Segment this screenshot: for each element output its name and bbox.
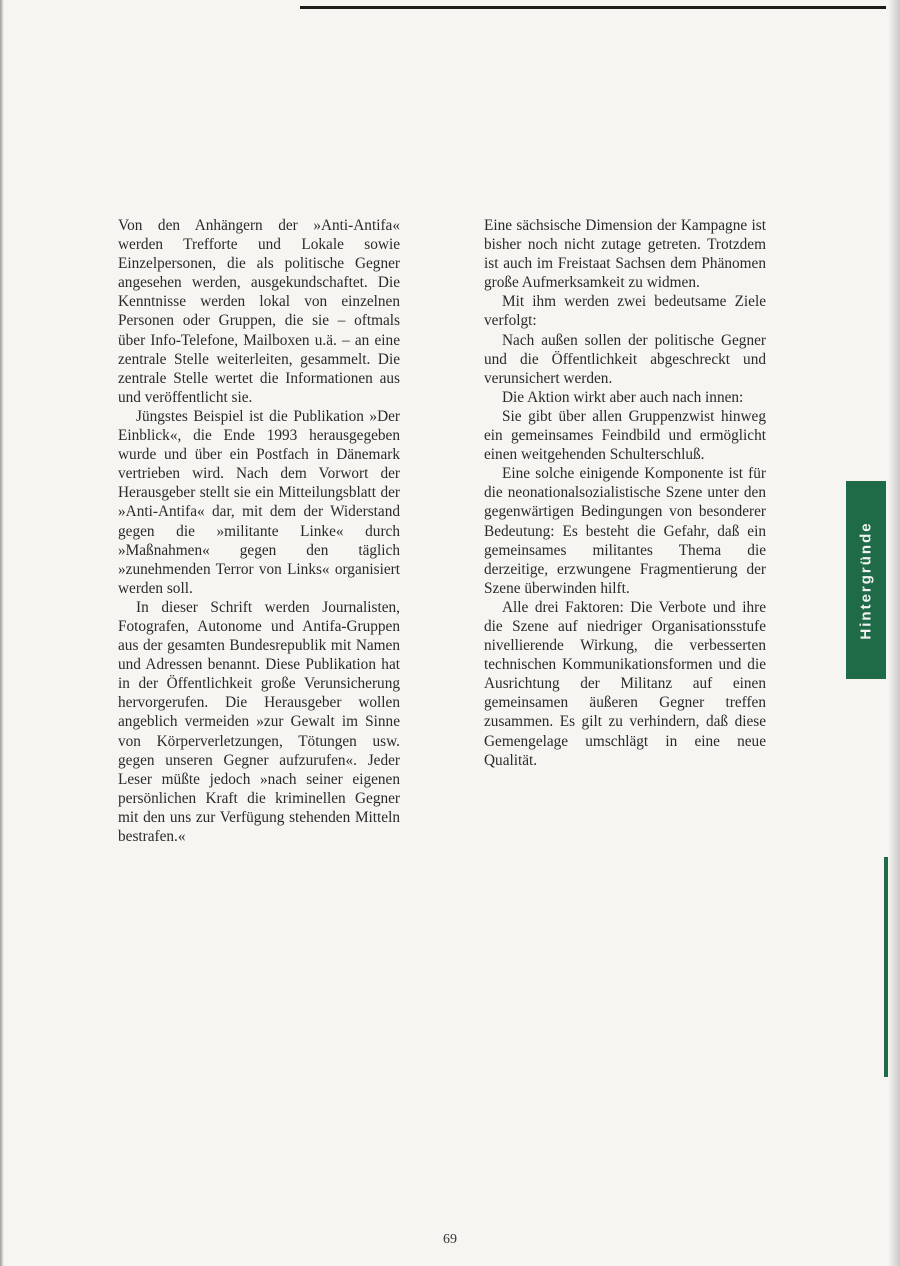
page-right-edge-shadow — [888, 0, 900, 1266]
left-paragraph-3: In dieser Schrift werden Journalisten, Fotografen, Autonome und Antifa-Gruppen aus der gesamten Bundesrepublik mit Namen und Adressen benannt. Diese Publikation hat in der Öffentlichkeit große Verunsicherung hervorgerufen. Die Herausgeber wollen angeblich vermeiden »zur Gewalt im Sinne von Körperverletzungen, Tötungen usw. gegen unseren Gegner aufzurufen«. Jeder Leser müßte jedoch »nach seiner eigenen persönlichen Kraft die kriminellen Gegner mit den uns zur Verfügung stehenden Mitteln bestrafen.« — [118, 598, 400, 845]
left-text-column — [118, 216, 400, 846]
right-paragraph-6: Eine solche einigende Komponente ist für die neonationalsozialistische Szene unter den gegenwärtigen Bedingungen von besonderer Bedeutung: Es besteht die Gefahr, daß ein gemeinsames militantes Thema die derzeitige, erzwungene Fragmentierung der Szene überwinden hilft. — [484, 465, 766, 597]
page-number: 69 — [443, 1232, 457, 1247]
left-paragraph-2: Jüngstes Beispiel ist die Publikation »Der Einblick«, die Ende 1993 herausgegeben wurde und über ein Postfach in Dänemark vertrieben wird. Nach dem Vorwort der Herausgeber stellt sie ein Mitteilungsblatt der »Anti-Antifa« dar, mit dem der Widerstand gegen die »militante Linke« durch »Maßnahmen« gegen den täglich »zunehmenden Terror von Links« organisiert werden soll. — [118, 407, 400, 597]
right-paragraph-1: Eine sächsische Dimension der Kampagne ist bisher noch nicht zutage getreten. Trotzdem ist auch im Freistaat Sachsen dem Phänomen große Aufmerksamkeit zu widmen. — [484, 217, 766, 292]
right-text-column — [484, 216, 766, 770]
right-paragraph-3: Nach außen sollen der politische Gegner und die Öffentlichkeit abgeschreckt und verunsichert werden. — [484, 331, 766, 387]
right-paragraph-5: Sie gibt über allen Gruppenzwist hinweg ein gemeinsames Feindbild und ermöglicht einen weitgehenden Schulterschluß. — [484, 407, 766, 464]
section-marker-bar — [884, 857, 888, 1077]
section-tab — [846, 481, 886, 679]
header-rule — [300, 6, 886, 9]
right-paragraph-2: Mit ihm werden zwei bedeutsame Ziele verfolgt: — [484, 293, 766, 330]
left-paragraph-1: Von den Anhängern der »Anti-Antifa« werden Trefforte und Lokale sowie Einzelpersonen, die als politische Gegner angesehen werden, ausgekundschaftet. Die Kenntnisse werden lokal von einzelnen Personen oder Gruppen, die sie – oftmals über Info-Telefone, Mailboxen u.ä. – an eine zentrale Stelle weiterleiten, gesammelt. Die zentrale Stelle wertet die Informationen aus und veröffentlicht sie. — [118, 217, 400, 406]
page-left-edge-shadow — [0, 0, 4, 1266]
right-paragraph-4: Die Aktion wirkt aber auch nach innen: — [502, 388, 744, 406]
section-tab-label: Hintergründe — [857, 520, 875, 640]
right-paragraph-7: Alle drei Faktoren: Die Verbote und ihre die Szene auf niedriger Organisationsstufe nivellierende Wirkung, die verbesserten technischen Kommunikationsformen und die Ausrichtung der Militanz auf einen gemeinsamen äußeren Gegner treffen zusammen. Es gilt zu verhindern, daß diese Gemengelage umschlägt in eine neue Qualität. — [484, 598, 766, 769]
